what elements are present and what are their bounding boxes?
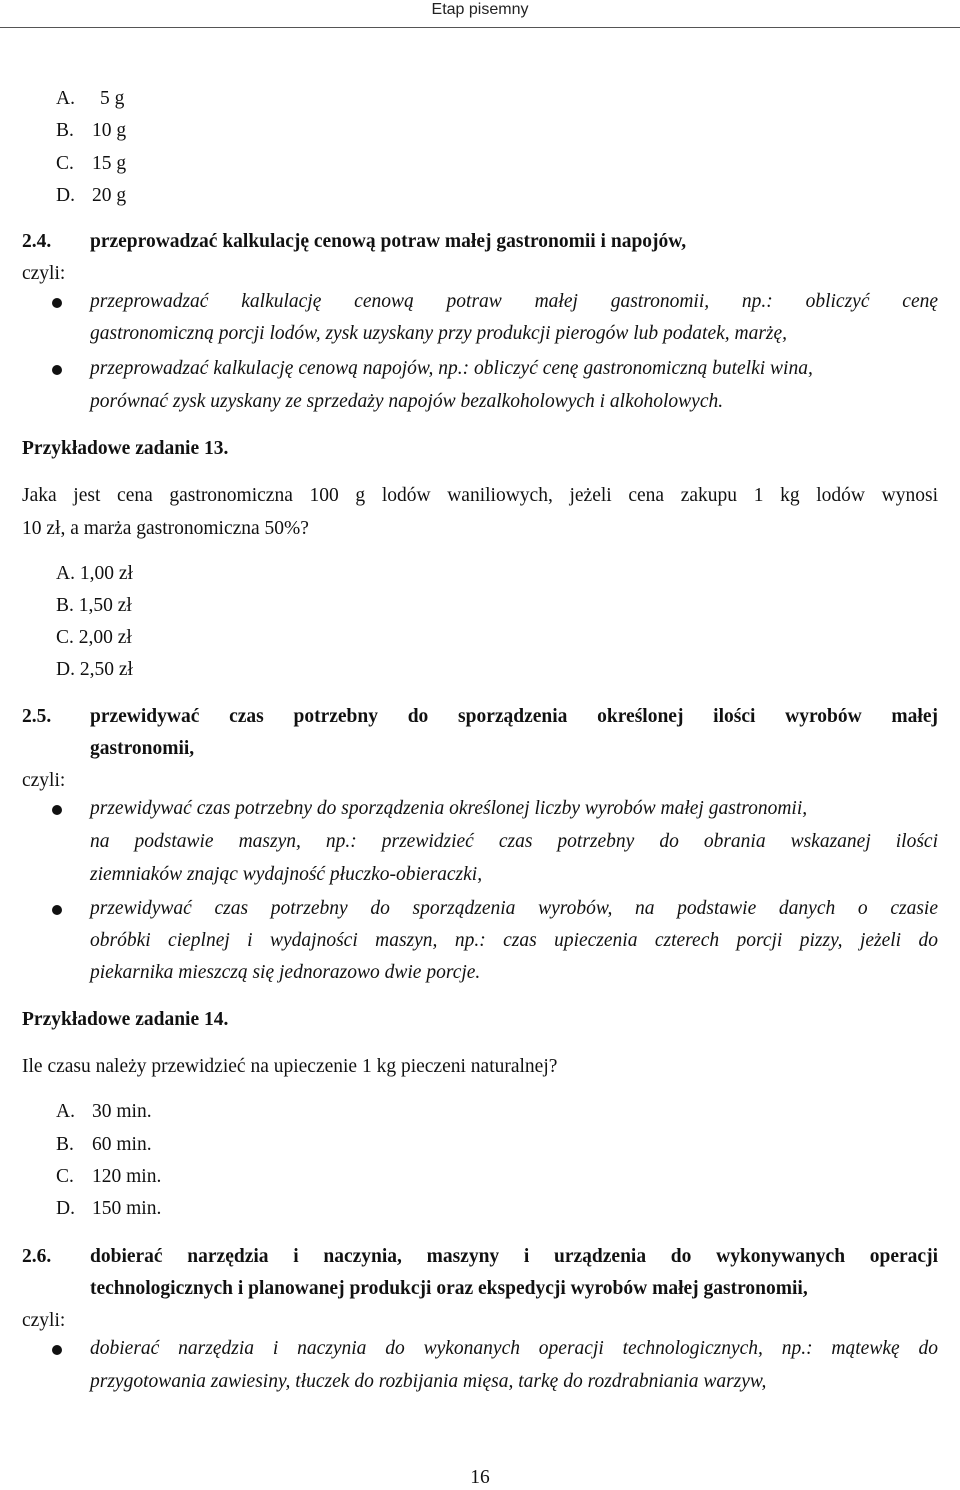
option-d	[56, 658, 133, 682]
page-number: 16	[470, 1467, 490, 1488]
option-text: 2,50 zł	[79, 659, 133, 680]
bullet-text: obróbki cieplnej i wydajności maszyn, np.: czas upieczenia czterech porcji pizzy, jeżeli do	[90, 930, 938, 951]
option-a	[56, 87, 124, 111]
option-letter: C.	[56, 627, 74, 648]
option-text: 30 min.	[92, 1101, 152, 1122]
bullet-text: dobierać narzędzia i naczynia do wykonanych operacji technologicznych, np.: mątewkę do	[90, 1338, 938, 1359]
section-number: 2.4.	[22, 231, 52, 252]
header-rule	[0, 27, 960, 28]
section-title: gastronomii,	[90, 738, 195, 759]
bullet-text: przeprowadzać kalkulację cenową potraw małej gastronomii, np.: obliczyć cenę	[90, 291, 938, 312]
bullet-text: ziemniaków znając wydajność płuczko-obieraczki,	[90, 864, 483, 885]
task-heading: Przykładowe zadanie 14.	[22, 1009, 229, 1030]
section-title: przewidywać czas potrzebny do sporządzenia określonej ilości wyrobów małej	[90, 706, 938, 727]
bullet-text: przewidywać czas potrzebny do sporządzenia określonej liczby wyrobów małej gastronomii,	[90, 798, 808, 819]
option-letter: C.	[56, 1166, 74, 1187]
option-letter: B.	[56, 1134, 74, 1155]
option-c	[56, 1165, 161, 1189]
section-title: przeprowadzać kalkulację cenową potraw małej gastronomii i napojów,	[90, 231, 687, 252]
section-title: technologicznych i planowanej produkcji oraz ekspedycji wyrobów małej gastronomii,	[90, 1278, 808, 1299]
section-number: 2.5.	[22, 706, 52, 727]
option-text: 1,00 zł	[79, 563, 133, 584]
bullet-icon	[52, 298, 62, 308]
section-title: dobierać narzędzia i naczynia, maszyny i urządzenia do wykonywanych operacji	[90, 1246, 938, 1267]
option-text: 2,00 zł	[78, 627, 132, 648]
section-number: 2.6.	[22, 1246, 52, 1267]
option-d	[56, 184, 126, 208]
task-heading: Przykładowe zadanie 13.	[22, 438, 229, 459]
czyli-label: czyli:	[22, 770, 66, 791]
running-header: Etap pisemny	[431, 1, 529, 18]
option-text: 150 min.	[92, 1198, 162, 1219]
option-letter: B.	[56, 120, 74, 141]
bullet-icon	[52, 805, 62, 815]
czyli-label: czyli:	[22, 263, 66, 284]
bullet-text: przygotowania zawiesiny, tłuczek do rozbijania mięsa, tarkę do rozdrabniania warzyw,	[90, 1371, 767, 1392]
bullet-text: gastronomiczną porcji lodów, zysk uzyskany przy produkcji pierogów lub podatek, marżę,	[90, 323, 788, 344]
option-letter: A.	[56, 1101, 75, 1122]
task-question: 10 zł, a marża gastronomiczna 50%?	[22, 518, 309, 539]
option-d	[56, 1197, 161, 1221]
bullet-text: piekarnika mieszczą się jednorazowo dwie porcje.	[90, 962, 481, 983]
option-text: 60 min.	[92, 1134, 152, 1155]
task-question: Ile czasu należy przewidzieć na upieczenie 1 kg pieczeni naturalnej?	[22, 1056, 558, 1077]
czyli-label: czyli:	[22, 1310, 66, 1331]
option-b	[56, 1133, 152, 1157]
option-text: 120 min.	[92, 1166, 162, 1187]
option-letter: A.	[56, 563, 75, 584]
option-c	[56, 626, 132, 650]
option-letter: C.	[56, 153, 74, 174]
option-letter: D.	[56, 1198, 75, 1219]
option-c	[56, 152, 126, 176]
option-b	[56, 119, 126, 143]
bullet-text: przewidywać czas potrzebny do sporządzenia wyrobów, na podstawie danych o czasie	[90, 898, 938, 919]
bullet-icon	[52, 1345, 62, 1355]
bullet-icon	[52, 365, 62, 375]
option-text: 20 g	[92, 185, 127, 206]
option-a	[56, 562, 133, 586]
bullet-icon	[52, 905, 62, 915]
option-a	[56, 1100, 152, 1124]
task-question: Jaka jest cena gastronomiczna 100 g lodów waniliowych, jeżeli cena zakupu 1 kg lodów wynosi	[22, 485, 938, 506]
bullet-text: na podstawie maszyn, np.: przewidzieć czas potrzebny do obrania wskazanej ilości	[90, 831, 938, 852]
option-letter: B.	[56, 595, 74, 616]
option-letter: A.	[56, 88, 75, 109]
option-text: 5 g	[100, 88, 125, 109]
bullet-text: porównać zysk uzyskany ze sprzedaży napojów bezalkoholowych i alkoholowych.	[90, 391, 724, 412]
bullet-text: przeprowadzać kalkulację cenową napojów, np.: obliczyć cenę gastronomiczną butelki wina,	[90, 358, 813, 379]
option-letter: D.	[56, 659, 75, 680]
option-text: 10 g	[92, 120, 127, 141]
option-b	[56, 594, 132, 618]
option-text: 1,50 zł	[78, 595, 132, 616]
option-text: 15 g	[92, 153, 127, 174]
option-letter: D.	[56, 185, 75, 206]
